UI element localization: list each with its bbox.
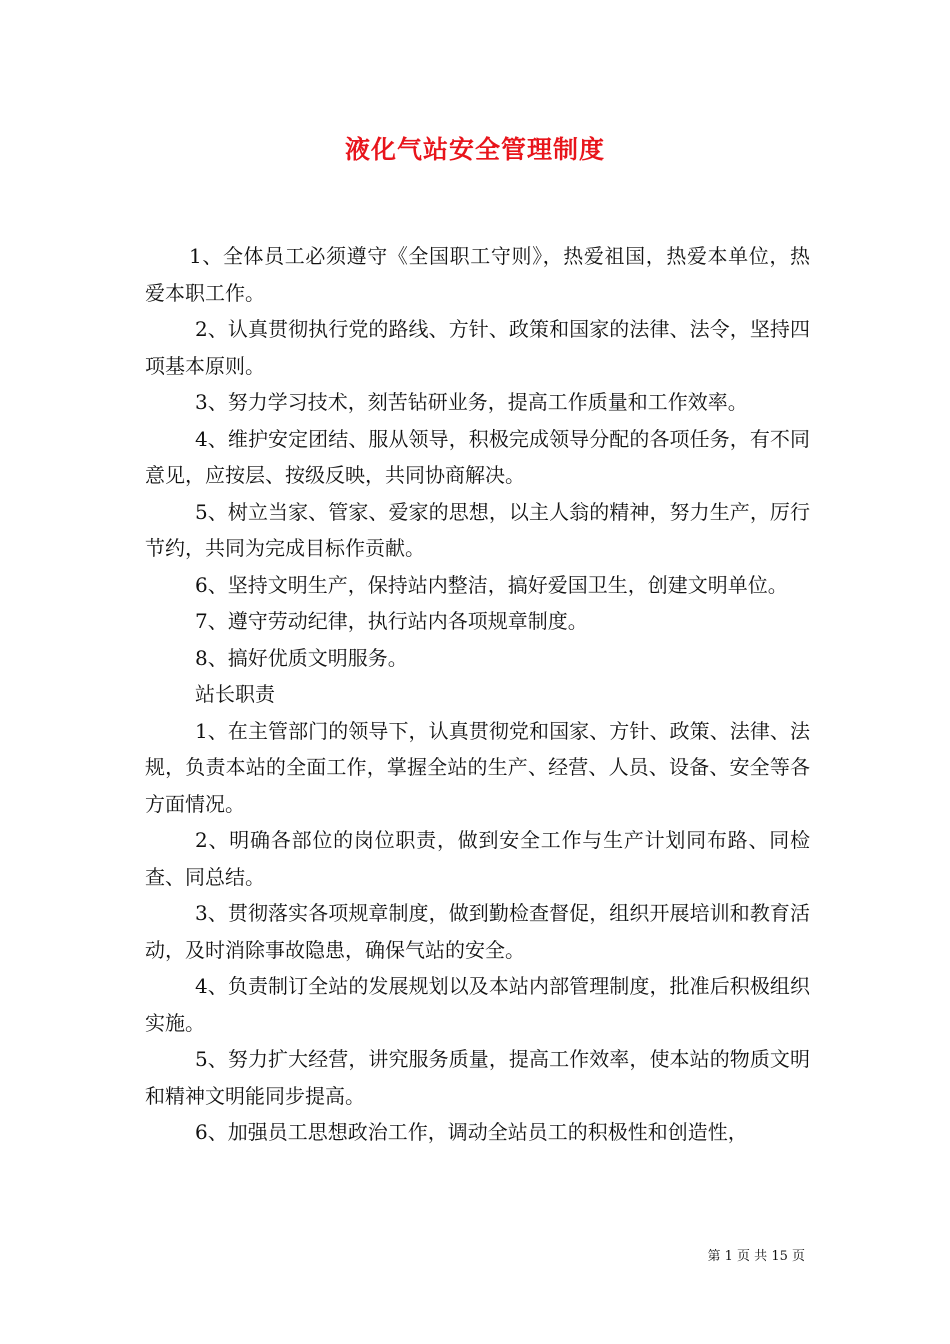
paragraph-1: 1、全体员工必须遵守《全国职工守则》，热爱祖国，热爱本单位，热爱本职工作。 (145, 244, 810, 305)
duty-paragraph-3: 3、贯彻落实各项规章制度，做到勤检查督促，组织开展培训和教育活动，及时消除事故隐患，确保气站的安全。 (145, 901, 810, 962)
duty-paragraph-6: 6、加强员工思想政治工作，调动全站员工的积极性和创造性， (195, 1120, 748, 1144)
duty-paragraph-4: 4、负责制订全站的发展规划以及本站内部管理制度，批准后积极组织实施。 (145, 974, 810, 1035)
document-title: 液化气站安全管理制度 (344, 135, 605, 164)
paragraph-7: 7、遵守劳动纪律，执行站内各项规章制度。 (195, 609, 588, 633)
paragraph-2: 2、认真贯彻执行党的路线、方针、政策和国家的法律、法令，坚持四项基本原则。 (145, 317, 810, 378)
duty-paragraph-1: 1、在主管部门的领导下，认真贯彻党和国家、方针、政策、法律、法规，负责本站的全面工作，掌握全站的生产、经营、人员、设备、安全等各方面情况。 (145, 718, 810, 816)
paragraph-4: 4、维护安定团结、服从领导，积极完成领导分配的各项任务，有不同意见，应按层、按级反映，共同协商解决。 (145, 426, 810, 487)
paragraph-5: 5、树立当家、管家、爱家的思想，以主人翁的精神，努力生产，厉行节约，共同为完成目标作贡献。 (145, 499, 810, 560)
duty-paragraph-2: 2、明确各部位的岗位职责，做到安全工作与生产计划同布路、同检查、同总结。 (145, 828, 810, 889)
section-heading-stationmaster-duties: 站长职责 (195, 682, 275, 706)
duty-paragraph-5: 5、努力扩大经营，讲究服务质量，提高工作效率，使本站的物质文明和精神文明能同步提高。 (145, 1047, 810, 1108)
paragraph-6: 6、坚持文明生产，保持站内整洁，搞好爱国卫生，创建文明单位。 (195, 572, 788, 597)
document-body (145, 238, 810, 1151)
paragraph-3: 3、努力学习技术，刻苦钻研业务，提高工作质量和工作效率。 (195, 390, 748, 414)
paragraph-8: 8、搞好优质文明服务。 (195, 645, 408, 670)
page-number: 第 1 页 共 15 页 (707, 1249, 805, 1264)
